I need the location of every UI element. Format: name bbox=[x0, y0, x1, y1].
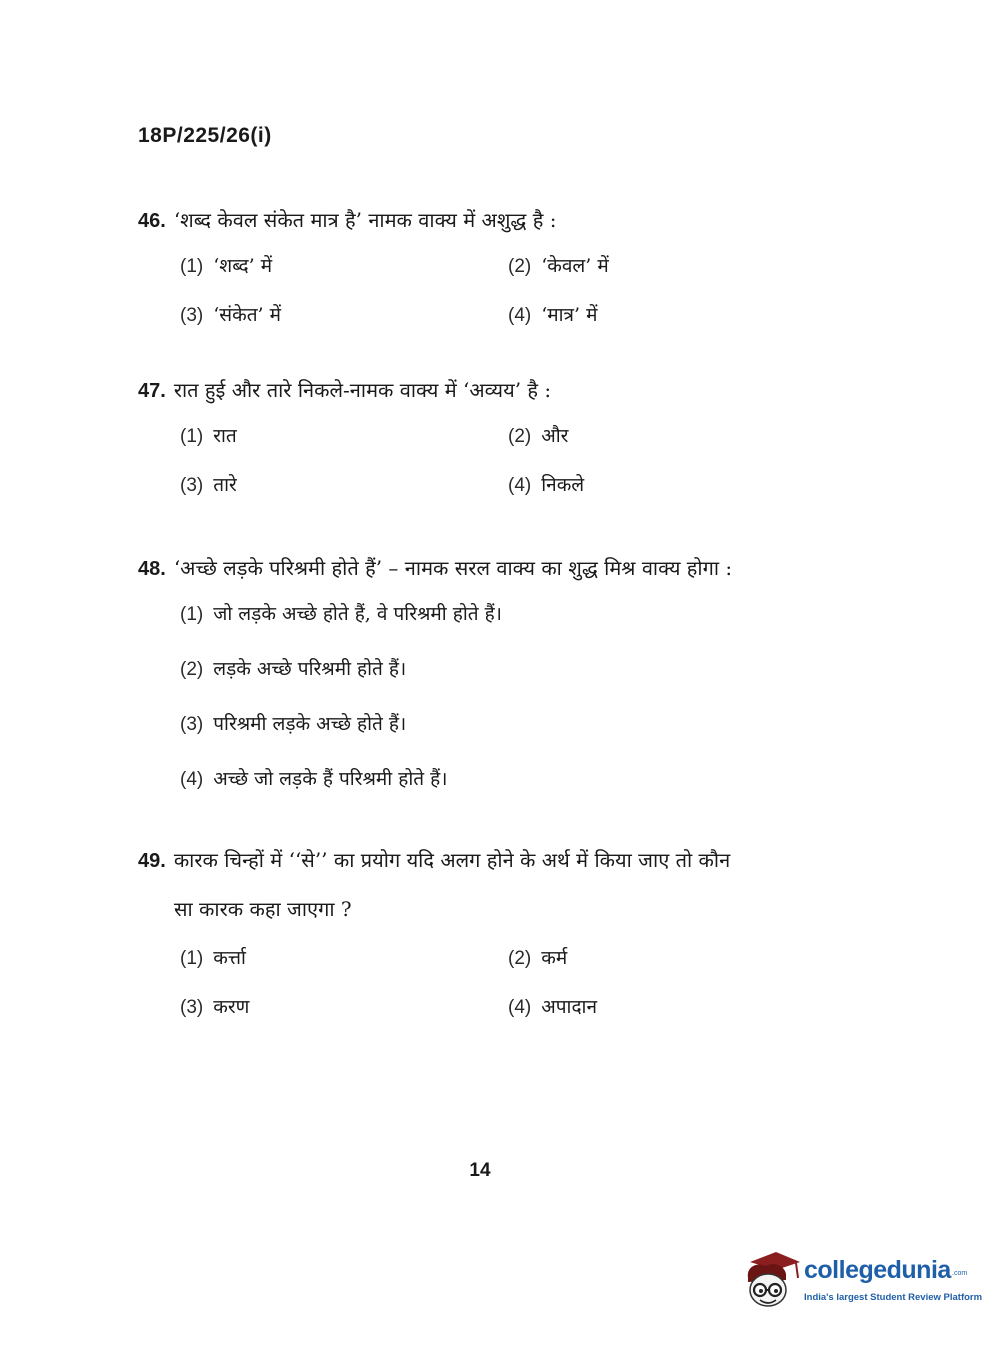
question-text-continued: सा कारक कहा जाएगा ? bbox=[174, 897, 352, 921]
option-text: कर्त्ता bbox=[213, 947, 246, 969]
question-text: कारक चिन्हों में ‘‘से’’ का प्रयोग यदि अलग होने के अर्थ में किया जाए तो कौन bbox=[173, 848, 731, 872]
option-text: ‘मात्र’ में bbox=[541, 304, 598, 326]
option-text: ‘केवल’ में bbox=[541, 255, 609, 277]
option-text: जो लड़के अच्छे होते हैं, वे परिश्रमी होते हैं। bbox=[213, 603, 502, 625]
option-number: (4) bbox=[508, 997, 532, 1018]
option-3 bbox=[180, 990, 508, 1025]
question-stem bbox=[138, 544, 838, 593]
option-text: अपादान bbox=[541, 996, 598, 1018]
question-number: 49. bbox=[138, 850, 166, 872]
page-number: 14 bbox=[469, 1160, 491, 1181]
question-number: 48. bbox=[138, 558, 166, 580]
options-list bbox=[180, 597, 838, 797]
option-3 bbox=[180, 707, 838, 742]
option-text: लड़के अच्छे परिश्रमी होते हैं। bbox=[213, 658, 407, 680]
brand-name: collegedunia bbox=[804, 1256, 951, 1284]
option-text: तारे bbox=[213, 474, 237, 496]
option-number: (4) bbox=[508, 475, 532, 496]
question-49 bbox=[138, 836, 838, 1025]
question-number: 47. bbox=[138, 380, 166, 402]
collegedunia-logo bbox=[742, 1248, 983, 1314]
option-number: (2) bbox=[508, 256, 532, 277]
option-number: (4) bbox=[508, 305, 532, 326]
option-1 bbox=[180, 249, 508, 284]
question-text: ‘अच्छे लड़के परिश्रमी होते हैं’ – नामक सरल वाक्य का शुद्ध मिश्र वाक्य होगा : bbox=[173, 556, 733, 580]
option-text: कर्म bbox=[541, 947, 568, 969]
option-number: (2) bbox=[508, 426, 532, 447]
option-text: ‘संकेत’ में bbox=[213, 304, 281, 326]
question-stem bbox=[138, 836, 838, 885]
question-stem bbox=[138, 366, 838, 415]
option-2 bbox=[508, 419, 788, 454]
option-number: (3) bbox=[180, 475, 204, 496]
option-text: निकले bbox=[541, 474, 585, 496]
options-grid bbox=[180, 249, 838, 333]
option-text: परिश्रमी लड़के अच्छे होते हैं। bbox=[213, 713, 407, 735]
option-number: (1) bbox=[180, 256, 204, 277]
question-46 bbox=[138, 196, 838, 333]
option-1 bbox=[180, 419, 508, 454]
option-text: रात bbox=[213, 425, 237, 447]
option-1 bbox=[180, 597, 838, 632]
option-number: (3) bbox=[180, 305, 204, 326]
option-3 bbox=[180, 298, 508, 333]
question-number: 46. bbox=[138, 210, 166, 232]
option-number: (2) bbox=[180, 659, 204, 680]
question-48 bbox=[138, 544, 838, 797]
options-grid bbox=[180, 941, 838, 1025]
question-text: ‘शब्द केवल संकेत मात्र है’ नामक वाक्य में अशुद्ध है : bbox=[173, 208, 557, 232]
paper-code: 18P/225/26(i) bbox=[138, 124, 272, 147]
mascot-icon bbox=[742, 1248, 802, 1312]
brand-domain: .com bbox=[952, 1270, 968, 1277]
option-2 bbox=[508, 249, 788, 284]
option-4 bbox=[508, 298, 788, 333]
option-4 bbox=[508, 468, 788, 503]
option-text: ‘शब्द’ में bbox=[213, 255, 273, 277]
question-47 bbox=[138, 366, 838, 503]
option-2 bbox=[508, 941, 788, 976]
option-number: (1) bbox=[180, 948, 204, 969]
options-grid bbox=[180, 419, 838, 503]
option-1 bbox=[180, 941, 508, 976]
option-number: (1) bbox=[180, 604, 204, 625]
option-number: (1) bbox=[180, 426, 204, 447]
brand-tagline: India's largest Student Review Platform bbox=[804, 1292, 983, 1303]
option-text: करण bbox=[213, 996, 250, 1018]
option-number: (3) bbox=[180, 997, 204, 1018]
option-4 bbox=[508, 990, 788, 1025]
option-text: अच्छे जो लड़के हैं परिश्रमी होते हैं। bbox=[213, 768, 448, 790]
option-number: (2) bbox=[508, 948, 532, 969]
option-4 bbox=[180, 762, 838, 797]
question-stem bbox=[138, 196, 838, 245]
question-text: रात हुई और तारे निकले-नामक वाक्य में ‘अव्यय’ है : bbox=[173, 378, 552, 402]
option-number: (4) bbox=[180, 769, 204, 790]
option-text: और bbox=[541, 425, 569, 447]
option-number: (3) bbox=[180, 714, 204, 735]
option-3 bbox=[180, 468, 508, 503]
option-2 bbox=[180, 652, 838, 687]
